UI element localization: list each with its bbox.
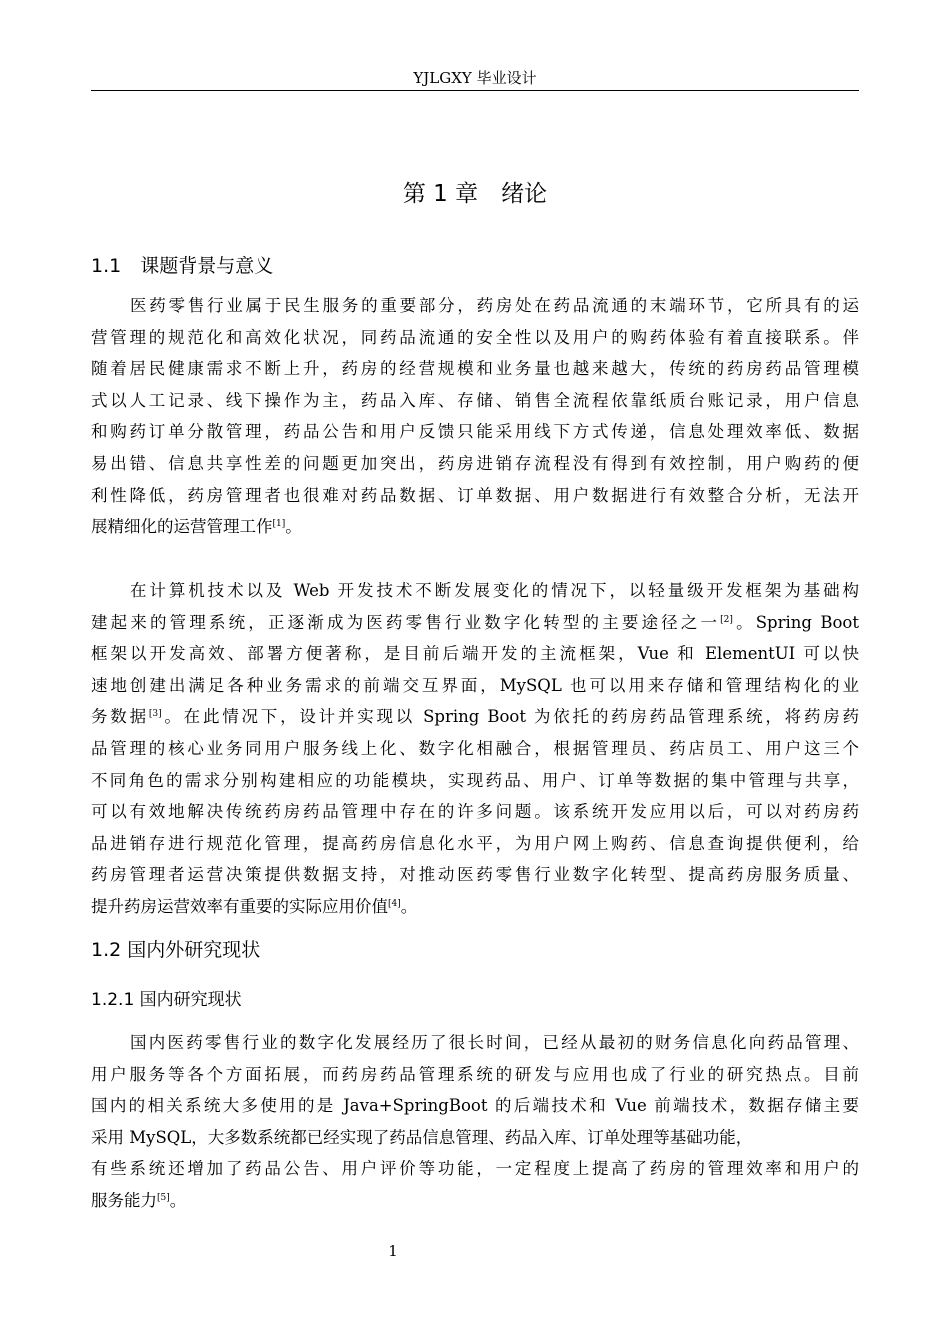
text-line: 不同角色的需求分别构建相应的功能模块，实现药品、用户、订单等数据的集中管理与共享，	[91, 770, 859, 790]
text-line: 采用 MySQL，大多数系统都已经实现了药品信息管理、药品入库、订单处理等基础功能，	[91, 1127, 753, 1147]
text-line	[91, 511, 859, 543]
chapter-title: 第 1 章 绪论	[402, 181, 548, 207]
line-text: 。Spring Boot	[732, 612, 859, 632]
line-text: 务数据	[91, 707, 149, 727]
text-line	[91, 607, 859, 639]
subsection-heading-1-2-1: 1.2.1 国内研究现状	[91, 990, 242, 1010]
line-text: 。在此情况下，设计并实现以 Spring Boot 为依托的药房药品管理系统，将药房药	[161, 707, 860, 727]
text-line: 易出错、信息共享性差的问题更加突出，药房进销存流程没有得到有效控制，用户购药的便	[91, 453, 859, 473]
text-line: 随着居民健康需求不断上升，药房的经营规模和业务量也越来越大，传统的药房药品管理模	[91, 359, 859, 379]
text-line: 医药零售行业属于民生服务的重要部分，药房处在药品流通的末端环节，它所具有的运	[130, 296, 859, 315]
text-line: 在计算机技术以及 Web 开发技术不断发展变化的情况下，以轻量级开发框架为基础构	[130, 581, 859, 600]
citation-ref: [5]	[157, 1192, 170, 1203]
page-number: 1	[388, 1242, 398, 1260]
line-text: 提升药房运营效率有重要的实际应用价值	[91, 896, 388, 916]
paragraph-domestic-research	[91, 1027, 859, 1217]
text-line: 用户服务等各个方面拓展，而药房药品管理系统的研发与应用也成了行业的研究热点。目前	[91, 1064, 859, 1084]
text-line: 框架以开发高效、部署方便著称，是目前后端开发的主流框架，Vue 和 ElementUI 可以快	[91, 644, 859, 664]
paragraph-technology	[91, 575, 859, 923]
text-line: 速地创建出满足各种业务需求的前端交互界面，MySQL 也可以用来存储和管理结构化的业	[91, 675, 859, 695]
text-line: 国内的相关系统大多使用的是 Java+SpringBoot 的后端技术和 Vue 前端技术，数据存储主要	[91, 1096, 859, 1116]
text-line: 有些系统还增加了药品公告、用户评价等功能，一定程度上提高了药房的管理效率和用户的	[91, 1159, 859, 1179]
text-line: 药房管理者运营决策提供数据支持，对推动医药零售行业数字化转型、提高药房服务质量、	[91, 865, 859, 885]
line-text: 服务能力	[91, 1190, 157, 1210]
section-heading-1-2: 1.2 国内外研究现状	[91, 939, 261, 961]
text-line: 可以有效地解决传统药房药品管理中存在的许多问题。该系统开发应用以后，可以对药房药	[91, 802, 859, 822]
citation-ref: [4]	[388, 898, 401, 909]
text-line	[91, 701, 859, 733]
header-rule	[91, 90, 859, 91]
text-line: 营管理的规范化和高效化状况，同药品流通的安全性以及用户的购药体验有着直接联系。伴	[91, 327, 859, 347]
citation-ref: [2]	[720, 614, 733, 625]
text-line: 式以人工记录、线下操作为主，药品入库、存储、销售全流程依靠纸质台账记录，用户信息	[91, 390, 859, 410]
page-header: YJLGXY 毕业设计	[413, 69, 537, 87]
text-line: 国内医药零售行业的数字化发展经历了很长时间，已经从最初的财务信息化向药品管理、	[130, 1033, 859, 1052]
line-text: 展精细化的运营管理工作	[91, 517, 273, 537]
text-line: 品管理的核心业务同用户服务线上化、数字化相融合，根据管理员、药店员工、用户这三个	[91, 738, 859, 758]
citation-ref: [1]	[272, 519, 286, 530]
line-text: 建起来的管理系统，正逐渐成为医药零售行业数字化转型的主要途径之一	[91, 612, 721, 632]
text-line	[91, 891, 859, 923]
line-end: 。	[400, 896, 418, 916]
line-end: 。	[285, 517, 302, 537]
text-line	[91, 1185, 859, 1217]
line-end: 。	[169, 1190, 187, 1210]
text-line: 品进销存进行规范化管理，提高药房信息化水平，为用户网上购药、信息查询提供便利，给	[91, 833, 859, 853]
section-heading-1-1: 1.1 课题背景与意义	[91, 255, 274, 277]
text-line: 利性降低，药房管理者也很难对药品数据、订单数据、用户数据进行有效整合分析，无法开	[91, 485, 859, 505]
citation-ref: [3]	[148, 709, 162, 720]
paragraph-background	[91, 290, 859, 543]
text-line: 和购药订单分散管理，药品公告和用户反馈只能采用线下方式传递，信息处理效率低、数据	[91, 422, 859, 442]
